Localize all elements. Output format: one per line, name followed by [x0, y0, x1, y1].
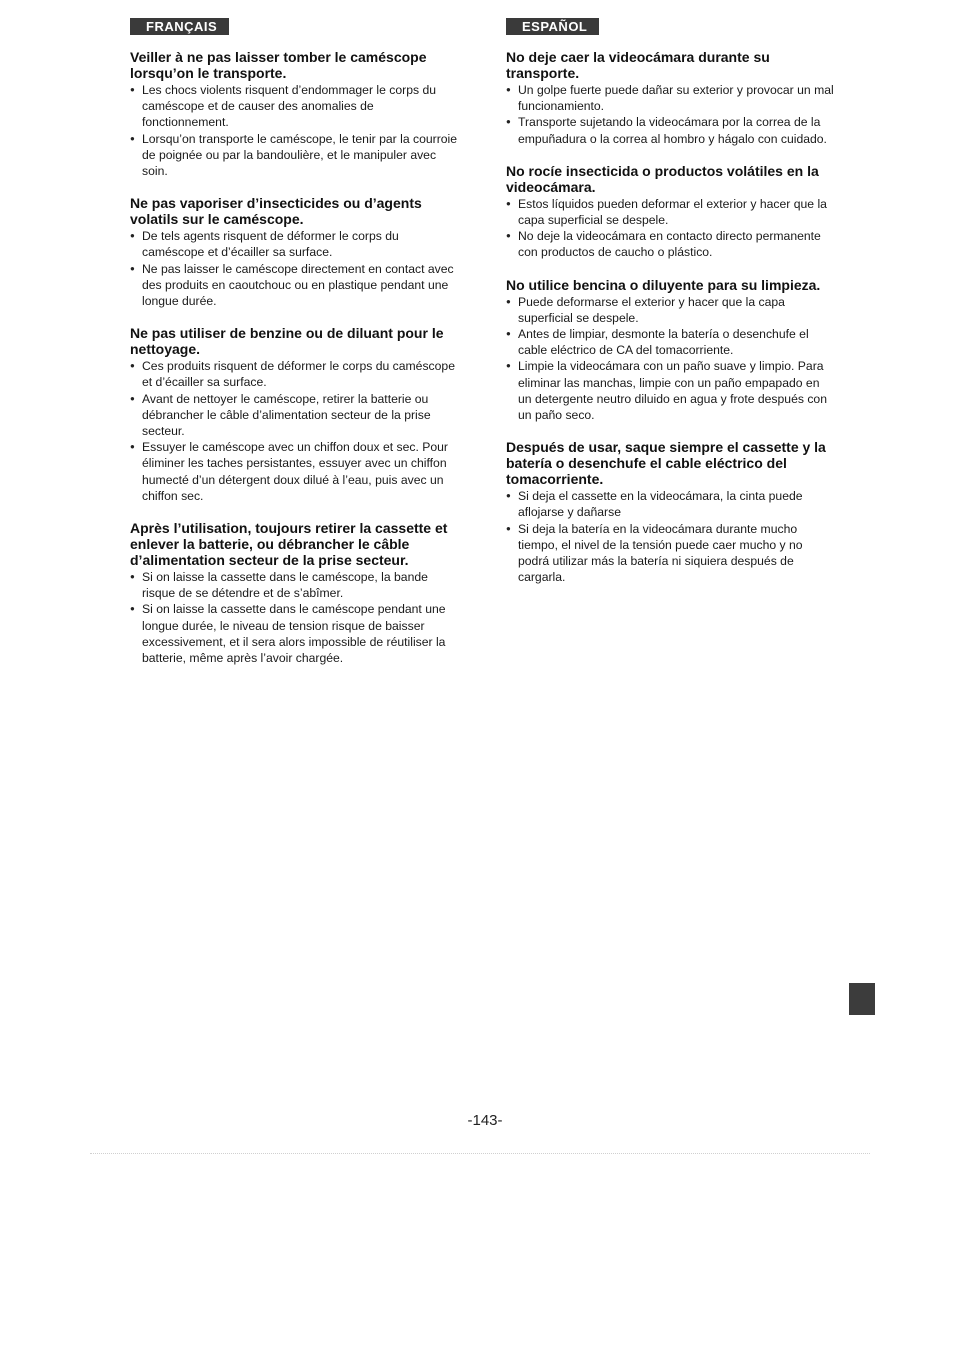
list-item: ● Transporte sujetando la videocámara por la correa de la empuñadura o la correa al hombro y hágalo con cuidado.	[506, 114, 836, 146]
section-fr-2	[130, 195, 460, 309]
list-item: ● Estos líquidos pueden deformar el exterior y hacer que la capa superficial se despele.	[506, 196, 836, 228]
list-item: ● De tels agents risquent de déformer le corps du caméscope et d’écailler sa surface.	[130, 228, 460, 260]
section-es-1	[506, 49, 836, 147]
espanol-column	[506, 18, 836, 601]
bullet-list	[130, 569, 460, 666]
section-title: No rocíe insecticida o productos volátiles en la videocámara.	[506, 162, 819, 195]
section-title: Ne pas vaporiser d’insecticides ou d’agents volatils sur le caméscope.	[130, 195, 422, 228]
bullet-list	[506, 196, 836, 261]
list-item: ● Limpie la videocámara con un paño suave y limpio. Para eliminar las manchas, limpie con un paño empapado en un detergente neutro diluido en agua y frote después con un paño seco.	[506, 358, 836, 423]
language-label-espanol: ESPAÑOL	[506, 18, 599, 35]
section-title: Veiller à ne pas laisser tomber le caméscope lorsqu’on le transporte.	[130, 49, 427, 81]
list-item: ● Un golpe fuerte puede dañar su exterior y provocar un mal funcionamiento.	[506, 82, 836, 114]
bullet-list	[506, 294, 836, 424]
section-title: Après l’utilisation, toujours retirer la cassette et enlever la batterie, ou débrancher le câble d’alimentation secteur de la prise secteur.	[130, 520, 448, 569]
bullet-list	[506, 488, 836, 585]
francais-column	[130, 18, 460, 682]
section-title: Ne pas utiliser de benzine ou de diluant pour le nettoyage.	[130, 325, 444, 358]
section-fr-4	[130, 520, 460, 666]
list-item: ● Avant de nettoyer le caméscope, retirer la batterie ou débrancher le câble d’alimentation secteur de la prise secteur.	[130, 391, 460, 440]
list-item: ● Lorsqu’on transporte le caméscope, le tenir par la courroie de poignée ou par la bandoulière, et le manipuler avec soin.	[130, 131, 460, 180]
list-item: ● Si on laisse la cassette dans le caméscope, la bande risque de se détendre et de s’abîmer.	[130, 569, 460, 601]
list-item: ● No deje la videocámara en contacto directo permanente con productos de caucho o plástico.	[506, 228, 836, 260]
list-item: ● Antes de limpiar, desmonte la batería o desenchufe el cable eléctrico de CA del tomacorriente.	[506, 326, 836, 358]
list-item: ● Essuyer le caméscope avec un chiffon doux et sec. Pour éliminer les taches persistantes, essuyer avec un chiffon humecté d’un détergent doux dilué à l’eau, puis avec un chiffon sec.	[130, 439, 460, 504]
section-es-2	[506, 163, 836, 261]
bullet-list	[506, 82, 836, 147]
list-item: ● Si deja la batería en la videocámara durante mucho tiempo, el nivel de la tensión puede caer mucho y no podrá utilizar más la batería ni siquiera después de cargarla.	[506, 521, 836, 586]
section-title: No utilice bencina o diluyente para su limpieza.	[506, 276, 821, 293]
bullet-list	[130, 358, 460, 504]
section-fr-1	[130, 49, 460, 179]
list-item: ● Si deja el cassette en la videocámara, la cinta puede aflojarse y dañarse	[506, 488, 836, 520]
list-item: ● Les chocs violents risquent d’endommager le corps du caméscope et de causer des anomalies de fonctionnement.	[130, 82, 460, 131]
section-title: Después de usar, saque siempre el cassette y la batería o desenchufe el cable eléctrico del tomacorriente.	[506, 439, 826, 488]
page-divider	[90, 1153, 870, 1154]
list-item: ● Ne pas laisser le caméscope directement en contact avec des produits en caoutchouc ou en plastique pendant une longue durée.	[130, 261, 460, 310]
section-title: No deje caer la videocámara durante su transporte.	[506, 49, 770, 81]
language-label-francais: FRANÇAIS	[130, 18, 229, 35]
page-number: -143-	[467, 1112, 503, 1129]
section-es-4	[506, 439, 836, 585]
bullet-list	[130, 82, 460, 179]
list-item: ● Si on laisse la cassette dans le caméscope pendant une longue durée, le niveau de tension risque de baisser excessivement, et il sera alors impossible de réutiliser la batterie, même après l’avoir chargée.	[130, 601, 460, 666]
bullet-list	[130, 228, 460, 309]
section-fr-3	[130, 325, 460, 504]
list-item: ● Puede deformarse el exterior y hacer que la capa superficial se despele.	[506, 294, 836, 326]
list-item: ● Ces produits risquent de déformer le corps du caméscope et d’écailler sa surface.	[130, 358, 460, 390]
chapter-edge-tab	[849, 983, 875, 1015]
section-es-3	[506, 277, 836, 424]
